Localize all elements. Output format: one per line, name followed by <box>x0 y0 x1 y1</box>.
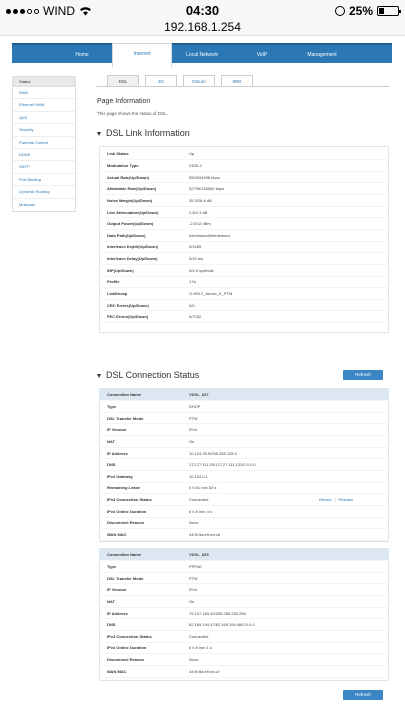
sidebar-item-port-binding[interactable]: Port Binding <box>13 174 75 186</box>
page-title: Page Information <box>97 98 151 105</box>
row-value-ipv4-online-duration: 6 h 8 min 4 s <box>189 508 212 514</box>
row-value-profile: 17a <box>189 279 196 285</box>
table-row <box>99 229 389 241</box>
row-value-ipv4-connection-status: Connected <box>189 633 209 639</box>
table-row <box>99 436 389 448</box>
table-row <box>99 630 389 642</box>
table-row <box>99 171 389 183</box>
row-value-wan-mac: 44:fb:5a:e9:ea:c7 <box>189 668 220 674</box>
row-label-disconnect-reason: Disconnect Reason <box>99 654 189 666</box>
row-label-actual-rate-up-down: Actual Rate(Up/Down) <box>99 171 189 183</box>
row-value-dns: 62.169.194.47/62.169.194.48/0.0.0.0 <box>189 622 255 628</box>
side-menu <box>12 76 76 212</box>
row-label-output-power-up-down: Output Power(Up/Down) <box>99 218 189 230</box>
table-row <box>99 470 389 482</box>
row-label-noise-margin-up-down: Noise Margin(Up/Down) <box>99 195 189 207</box>
row-label-fec-errors-up-down: FEC Errors(Up/Down) <box>99 311 189 323</box>
table-row <box>99 412 389 424</box>
row-value-ip-address: 79.107.183.42/255.255.255.255 <box>189 610 246 616</box>
page-description: This page shows the status of DSL. <box>97 111 168 116</box>
row-label-dsl-transfer-mode: DSL Transfer Mode <box>99 412 189 424</box>
sidebar-item-sntp[interactable]: SNTP <box>13 161 75 173</box>
row-label-ip-version: IP Version <box>99 424 189 436</box>
table-row <box>99 665 389 677</box>
collapse-arrow-icon <box>97 132 101 136</box>
row-value-connection-name: VDSL_837 <box>189 392 209 398</box>
table-row <box>99 607 389 619</box>
row-value-interleave-delay-up-down: 0/10 ms <box>189 256 204 262</box>
table-row <box>99 148 389 160</box>
row-label-ipv4-online-duration: IPv4 Online Duration <box>99 642 189 654</box>
sub-tabs <box>107 75 253 86</box>
dsl-link-title-text: DSL Link Information <box>106 128 190 138</box>
sidebar-item-ddns[interactable]: DDNS <box>13 149 75 161</box>
table-row <box>99 505 389 517</box>
table-row <box>99 619 389 631</box>
row-value-disconnect-reason: None <box>189 657 199 663</box>
row-value-dsl-transfer-mode: PTM <box>189 575 198 581</box>
battery-icon <box>377 6 399 16</box>
sidebar-item-multicast[interactable]: Multicast <box>19 201 35 207</box>
row-value-wan-mac: 44:fb:5a:e9:ea:c8 <box>189 532 220 537</box>
tab-6rd[interactable]: 6RD <box>221 75 253 86</box>
row-label-ip-address: IP Address <box>99 607 189 619</box>
tab-divider <box>96 86 389 87</box>
nav-local-network[interactable]: Local Network <box>186 52 218 58</box>
row-label-profile: Profile <box>99 276 189 288</box>
row-label-dns: DNS <box>99 459 189 471</box>
row-value-nat: On <box>189 598 195 604</box>
sidebar-item-qos[interactable]: QoS <box>13 112 75 124</box>
row-value-type: DHCP <box>189 403 201 409</box>
table-row <box>99 424 389 436</box>
table-row <box>99 447 389 459</box>
row-label-type: Type <box>99 401 189 413</box>
row-label-wan-mac: WAN MAC <box>99 529 189 541</box>
sidebar-item-ethernet-wan[interactable]: Ethernet WAN <box>13 99 75 111</box>
table-row <box>99 276 389 288</box>
table-row <box>99 482 389 494</box>
dsl-conn-title-text: DSL Connection Status <box>106 370 200 380</box>
row-value-ipv4-online-duration: 6 h 8 min 1 s <box>189 645 212 651</box>
row-label-wan-mac: WAN MAC <box>99 665 189 677</box>
table-row <box>99 596 389 608</box>
dsl-link-table <box>99 148 389 323</box>
url-bar[interactable]: 192.168.1.254 <box>0 20 405 36</box>
row-value-data-path-up-down: Interleaved/Interleaved <box>189 232 230 238</box>
table-row <box>99 529 389 541</box>
row-label-connection-name: Connection Name <box>99 389 189 401</box>
row-label-ipv4-online-duration: IPv4 Online Duration <box>99 505 189 517</box>
tab-dslite[interactable]: DSLite <box>183 75 215 86</box>
row-value-dns: 172.27.111.20/172.27.111.132/0.0.0.0 <box>189 462 256 468</box>
row-label-crc-errors-up-down: CRC Errors(Up/Down) <box>99 299 189 311</box>
table-header-row <box>99 549 389 561</box>
row-value-linkencap: G.993.2_Annex_K_PTM <box>189 291 233 296</box>
sidebar-item-wan[interactable]: WAN <box>13 87 75 99</box>
table-header-row <box>99 389 389 401</box>
nav-home[interactable]: Home <box>75 52 89 58</box>
conn2-table <box>99 549 389 678</box>
row-label-remaining-lease: Remaining Lease <box>99 482 189 494</box>
conn1-table <box>99 389 389 541</box>
row-label-ipv4-gateway: IPv4 Gateway <box>99 470 189 482</box>
table-row <box>99 183 389 195</box>
tab-3g[interactable]: 3G <box>145 75 177 86</box>
sidebar-item-security[interactable]: Security <box>13 124 75 136</box>
release-link[interactable]: Release <box>338 497 354 503</box>
table-row <box>99 459 389 471</box>
battery-area <box>335 4 399 18</box>
row-value-ip-address: 10.124.39.9/255.255.128.0 <box>189 450 237 456</box>
row-value-actual-rate-up-down: 5503/54998 kbps <box>189 174 220 180</box>
row-value-remaining-lease: 0 h 51 min 52 s <box>189 485 217 491</box>
table-row <box>99 299 389 311</box>
row-value-nat: On <box>189 438 195 444</box>
row-label-nat: NAT <box>99 436 189 448</box>
renew-link[interactable]: Renew <box>319 497 332 503</box>
table-row <box>99 195 389 207</box>
row-label-line-attenuation-up-down: Line Attenuation(Up/Down) <box>99 206 189 218</box>
row-label-ipv4-connection-status: IPv4 Connection Status <box>99 494 189 506</box>
table-row <box>99 288 389 300</box>
row-value-noise-margin-up-down: 35.3/26.8 dB <box>189 197 212 203</box>
row-value-link-status: Up <box>189 151 195 157</box>
table-row <box>99 494 389 506</box>
row-value-attainable-rate-up-down: 52796/126550 kbps <box>189 186 225 192</box>
row-label-interleave-depth-up-down: Interleave Depth(Up/Down) <box>99 241 189 253</box>
rotation-lock-icon <box>335 6 345 16</box>
row-label-interleave-delay-up-down: Interleave Delay(Up/Down) <box>99 253 189 265</box>
sidebar-item-parental-control[interactable]: Parental Control <box>13 137 75 149</box>
row-value-modulation-type: VDSL2 <box>189 162 202 168</box>
row-label-attainable-rate-up-down: Attainable Rate(Up/Down) <box>99 183 189 195</box>
table-row <box>99 584 389 596</box>
refresh-button-link[interactable]: Refresh <box>343 370 383 380</box>
ios-status-bar <box>0 0 405 22</box>
link-separator: | <box>334 497 336 503</box>
clock: 04:30 <box>185 3 220 18</box>
row-label-connection-name: Connection Name <box>99 549 189 561</box>
table-row <box>99 160 389 172</box>
table-row <box>99 264 389 276</box>
row-label-disconnect-reason: Disconnect Reason <box>99 517 189 529</box>
battery-percent: 25% <box>348 4 373 18</box>
row-label-modulation-type: Modulation Type <box>99 160 189 172</box>
row-label-ip-address: IP Address <box>99 447 189 459</box>
row-value-ip-version: IPv4 <box>189 427 198 433</box>
row-value-ipv4-gateway: 10.124.0.1 <box>189 473 208 479</box>
row-value-interleave-depth-up-down: 9/1455 <box>189 244 202 250</box>
row-value-crc-errors-up-down: 0/0 <box>189 302 195 308</box>
row-label-link-status: Link Status <box>99 148 189 160</box>
table-row <box>99 401 389 413</box>
table-row <box>99 517 389 529</box>
row-label-type: Type <box>99 561 189 573</box>
table-row <box>99 572 389 584</box>
row-label-dsl-transfer-mode: DSL Transfer Mode <box>99 572 189 584</box>
row-value-ipv4-connection-status: Connected <box>189 497 209 503</box>
carrier-name: WIND <box>43 4 75 18</box>
row-label-data-path-up-down: Data Path(Up/Down) <box>99 229 189 241</box>
row-label-ipv4-connection-status: IPv4 Connection Status <box>99 630 189 642</box>
row-value-line-attenuation-up-down: 2.6/4.1 dB <box>189 209 208 215</box>
row-value-output-power-up-down: -2.6/12 dBm <box>189 221 211 227</box>
dsl-link-section-title[interactable] <box>97 128 190 138</box>
row-value-dsl-transfer-mode: PTM <box>189 415 198 421</box>
table-row <box>99 218 389 230</box>
row-value-connection-name: VDSL_835 <box>189 552 209 558</box>
row-value-inp-up-down: 0/4.5 symbols <box>189 267 214 273</box>
table-row <box>99 561 389 573</box>
row-label-nat: NAT <box>99 596 189 608</box>
row-label-ip-version: IP Version <box>99 584 189 596</box>
side-menu-header[interactable]: Status <box>13 77 75 87</box>
top-nav <box>12 43 392 63</box>
row-label-inp-up-down: INP(Up/Down) <box>99 264 189 276</box>
sidebar-item-dynamic-routing[interactable]: Dynamic Routing <box>13 186 75 198</box>
nav-voip[interactable]: VoIP <box>256 52 268 58</box>
table-row <box>99 311 389 323</box>
row-value-type: PPPoE <box>189 563 202 569</box>
table-row <box>99 206 389 218</box>
collapse-arrow-icon <box>97 374 101 378</box>
row-value-fec-errors-up-down: 0/7032 <box>189 314 202 320</box>
table-row <box>99 654 389 666</box>
table-row <box>99 253 389 265</box>
nav-management[interactable]: Management <box>307 52 337 58</box>
row-label-dns: DNS <box>99 619 189 631</box>
nav-internet[interactable]: Internet <box>112 43 172 67</box>
tab-dsl[interactable]: DSL <box>107 75 139 86</box>
row-value-disconnect-reason: None <box>189 520 199 526</box>
table-row <box>99 241 389 253</box>
dsl-conn-section-title[interactable] <box>97 370 199 380</box>
row-label-linkencap: LinkEncap <box>99 288 189 300</box>
row-value-ip-version: IPv4 <box>189 587 198 593</box>
refresh-button-conn[interactable]: Refresh <box>343 690 383 700</box>
table-row <box>99 642 389 654</box>
